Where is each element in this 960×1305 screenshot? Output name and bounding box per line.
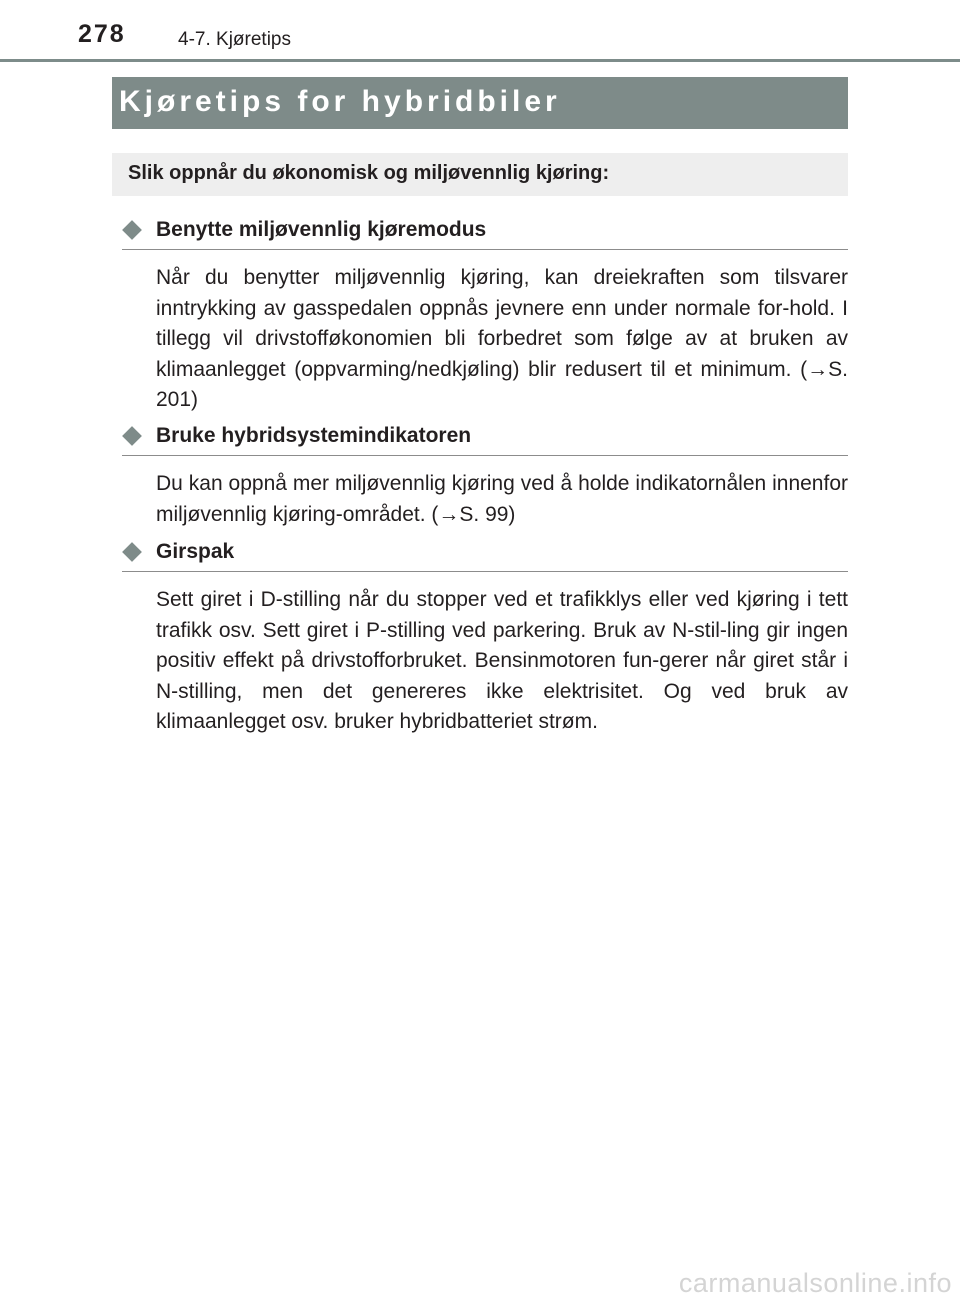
page-header <box>0 0 960 62</box>
header-divider <box>0 59 960 62</box>
section-body: Sett giret i D-stilling når du stopper ved et trafikklys eller ved kjøring i tett trafikk osv. Sett giret i P-stilling ved parkering. Bruk av N-stil-ling gir ingen positiv effekt på drivstofforbruket. Bensinmotoren fun-gerer når giret står i N-stilling, men det genereres ikke elektrisitet. Og ved bruk av klimaanlegget osv. bruker hybridbatteriet strøm. <box>156 588 848 733</box>
section-gear-lever <box>122 539 848 738</box>
page-title: Kjøretips for hybridbiler <box>119 85 561 118</box>
section-heading-text: Benytte miljøvennlig kjøremodus <box>156 218 487 241</box>
heading-divider <box>122 455 848 456</box>
heading-divider <box>122 249 848 250</box>
section-heading <box>122 539 848 573</box>
diamond-bullet-icon <box>122 220 142 240</box>
section-eco-mode <box>122 217 848 416</box>
diamond-bullet-icon <box>122 426 142 446</box>
section-heading-text: Bruke hybridsystemindikatoren <box>156 424 472 447</box>
intro-box <box>112 153 848 196</box>
page-number: 278 <box>78 20 126 48</box>
section-heading <box>122 423 848 457</box>
chapter-label: 4-7. Kjøretips <box>178 29 291 50</box>
diamond-bullet-icon <box>122 542 142 562</box>
title-bar <box>112 77 848 129</box>
intro-text: Slik oppnår du økonomisk og miljøvennlig kjøring: <box>128 162 610 184</box>
section-body: Når du benytter miljøvennlig kjøring, kan dreiekraften som tilsvarer inntrykking av gasspedalen oppnås jevnere enn under normale for-hold. I tillegg vil drivstofføkonomien bli forbedret som følge av at bruken av klimaanlegget (oppvarming/nedkjøling) blir redusert til et minimum. (→S. 201) <box>156 266 848 411</box>
section-heading <box>122 217 848 251</box>
section-hybrid-indicator <box>122 423 848 530</box>
section-heading-text: Girspak <box>156 540 235 563</box>
watermark: carmanualsonline.info <box>678 1268 952 1298</box>
section-body: Du kan oppnå mer miljøvennlig kjøring ved å holde indikatornålen innenfor miljøvennlig kjøring-området. (→S. 99) <box>156 472 848 526</box>
heading-divider <box>122 571 848 572</box>
